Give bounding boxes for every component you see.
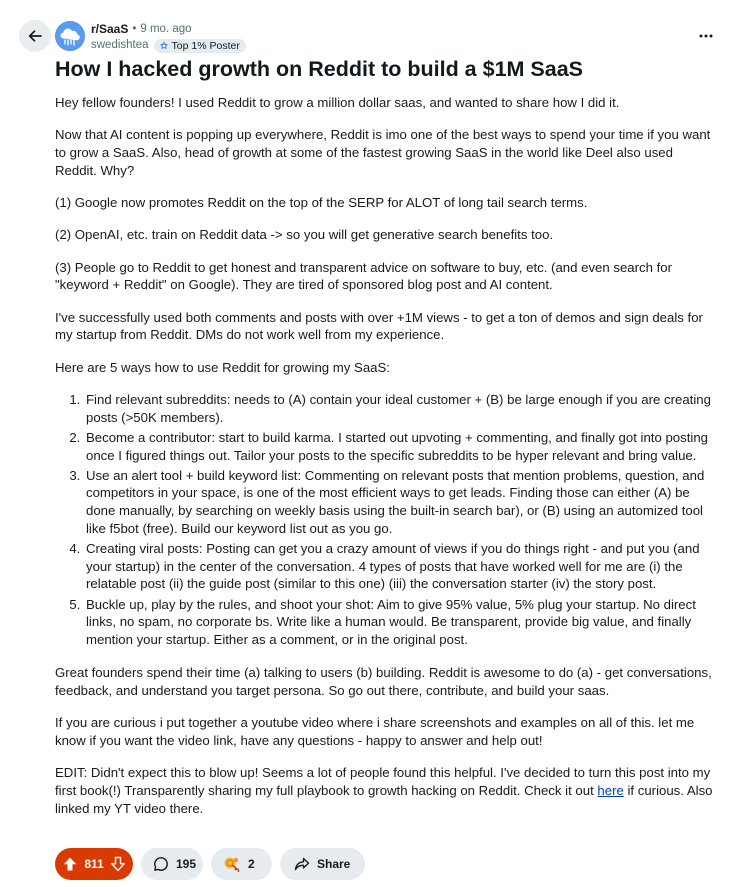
subreddit-avatar[interactable] <box>55 21 85 51</box>
back-button[interactable] <box>19 20 51 52</box>
list-item: 3. Use an alert tool + build keyword list: Commenting on relevant posts that mention problems, question, and competitors in your space, is one of the most efficient ways to get leads. Finding those can either (A) be done manually, by searching on weekly basis using the built-in search bar), or (B) using an automized tool like f5bot (free). Build our keyword list out as you go. <box>84 467 715 538</box>
share-arrow-icon <box>294 856 310 872</box>
list-item: 2. Become a contributor: start to build karma. I started out upvoting + commenting, and finally got into posting once I figured things out. Tailor your posts to the specific subreddits to be hyper relevant and bring value. <box>84 429 715 464</box>
body-paragraph: (1) Google now promotes Reddit on the top of the SERP for ALOT of long tail search terms. <box>55 195 588 210</box>
list-item: 5. Buckle up, play by the rules, and shoot your shot: Aim to give 95% value, 5% plug your startup. No direct links, no spam, no corporate bs. Write like a human would. Be transparent, provide big value, and finally mention your startup. Either as a comment, or in the original post. <box>84 596 715 649</box>
edit-text-after: if curious. Also linked my YT video there. <box>55 782 713 816</box>
downvote-arrow-icon[interactable] <box>110 856 126 872</box>
body-paragraph: I've successfully used both comments and posts with over +1M views - to get a ton of demos and sign deals for my startup from Reddit. DMs do not work well from my experience. <box>55 309 703 343</box>
meta-separator: • <box>132 23 137 35</box>
author-link[interactable]: swedishtea <box>91 39 149 51</box>
post-meta <box>91 22 246 53</box>
body-paragraph: (3) People go to Reddit to get honest and transparent advice on software to buy, etc. (and even search for "keyword + Reddit" on Google). They are tired of sponsored blog post and AI content. <box>55 259 673 293</box>
arrow-left-icon <box>27 28 43 44</box>
edit-text-before: EDIT: Didn't expect this to blow up! Seems a lot of people found this helpful. I've decided to turn this post into my first book(!) Transparently sharing my full playbook to growth hacking on Reddit. Check it out <box>55 765 711 798</box>
vote-count: 811 <box>84 857 104 871</box>
edit-paragraph <box>55 764 715 817</box>
body-paragraph: Now that AI content is popping up everywhere, Reddit is imo one of the best ways to spend your time if you want to grow a SaaS. Also, head of growth at some of the fastest growing SaaS in the world like Deel also used Reddit. Why? <box>55 127 711 178</box>
flair-text: Top 1% Poster <box>171 39 240 52</box>
body-paragraph: (2) OpenAI, etc. train on Reddit data -> so you will get generative search benefits too. <box>55 227 554 243</box>
tips-list <box>55 391 715 649</box>
flair-badge-icon <box>159 41 169 51</box>
award-button[interactable] <box>211 848 272 880</box>
body-paragraph: Hey fellow founders! I used Reddit to grow a million dollar saas, and wanted to share how I did it. <box>55 95 620 110</box>
post-age: 9 mo. ago <box>140 23 192 35</box>
user-flair <box>154 39 246 53</box>
vote-control <box>55 848 133 880</box>
share-button[interactable] <box>280 848 365 880</box>
share-label: Share <box>317 857 351 871</box>
action-bar <box>55 848 365 880</box>
post-title: How I hacked growth on Reddit to build a $1M SaaS <box>55 57 583 81</box>
body-paragraph: Here are 5 ways how to use Reddit for growing my SaaS: <box>55 359 390 375</box>
comments-button[interactable] <box>141 848 203 880</box>
comment-bubble-icon <box>153 856 169 872</box>
cloud-logo-icon <box>55 21 85 51</box>
post-body <box>55 94 715 832</box>
body-paragraph: If you are curious i put together a youtube video where i share screenshots and examples on all of this. let me know if you want the video link, have any questions - happy to answer and help out! <box>55 715 695 748</box>
upvote-arrow-icon[interactable] <box>62 856 78 872</box>
more-horizontal-icon <box>699 34 713 38</box>
body-paragraph: Great founders spend their time (a) talking to users (b) building. Reddit is awesome to do (a) - get conversations, feedback, and understand you target persona. So go out there, contribute, and build your saas. <box>55 665 712 698</box>
award-count: 2 <box>248 857 255 871</box>
here-link[interactable]: here <box>597 782 624 798</box>
more-options-button[interactable] <box>692 24 720 48</box>
subreddit-link[interactable]: r/SaaS <box>91 22 129 36</box>
list-item: 1. Find relevant subreddits: needs to (A) contain your ideal customer + (B) be large enough if you are creating posts (>50K members). <box>84 391 715 426</box>
list-item: 4. Creating viral posts: Posting can get you a crazy amount of views if you do things right - and put you (and your startup) in the center of the conversation. 4 types of posts that have worked well for me are (i) the relatable post (ii) the guide post (similar to this one) (iii) the conversation starter (iv) the story post. <box>84 540 715 593</box>
award-icon <box>223 856 241 872</box>
comment-count: 195 <box>176 857 197 871</box>
